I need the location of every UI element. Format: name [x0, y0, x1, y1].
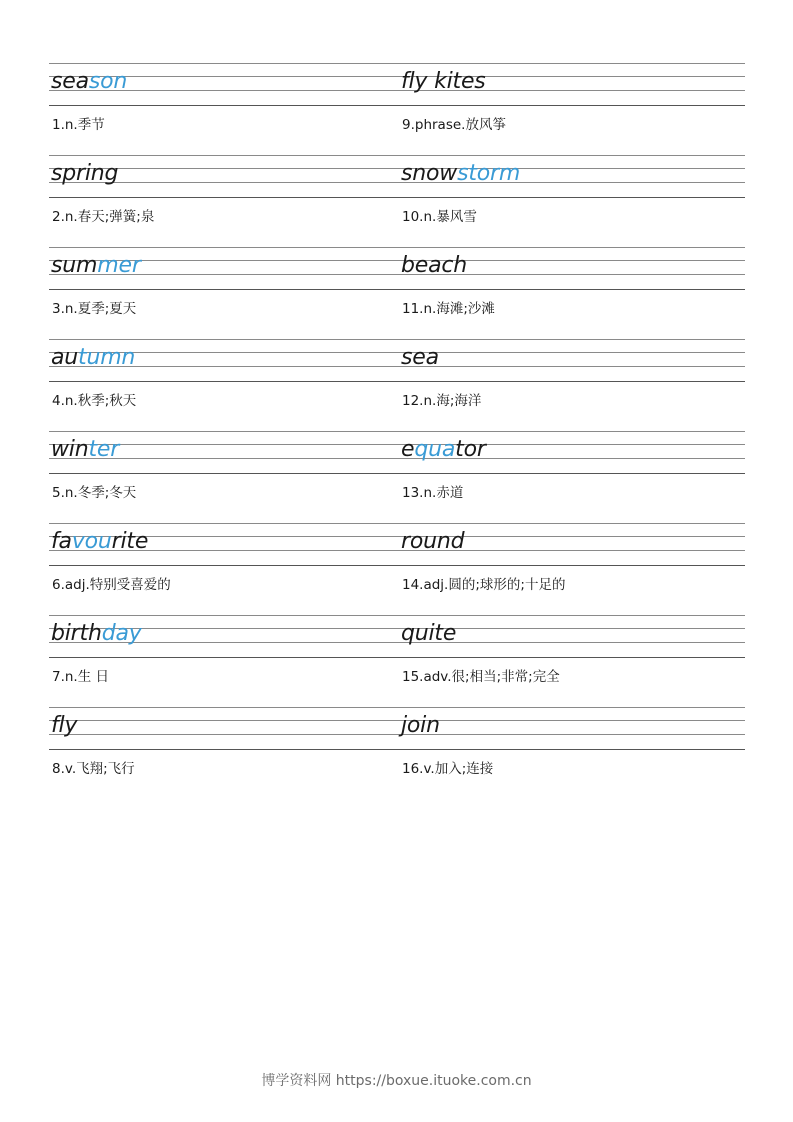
- word-part: e: [401, 437, 415, 462]
- vocab-definition: 7.n.生 日: [52, 669, 110, 685]
- word-part: tor: [455, 437, 486, 462]
- vocab-row: [49, 155, 745, 247]
- word-part: sea: [401, 345, 439, 370]
- vocab-word: [51, 251, 141, 281]
- vocab-word: [51, 527, 148, 557]
- vocab-entry-left: [49, 707, 397, 799]
- vocab-entry-right: [399, 523, 747, 615]
- vocabulary-grid: [49, 63, 745, 799]
- vocab-word: [401, 67, 486, 97]
- vocab-entry-left: [49, 155, 397, 247]
- vocab-entry-left: [49, 63, 397, 155]
- word-part: sum: [51, 253, 98, 278]
- vocab-word: [51, 711, 77, 741]
- vocab-entry-right: [399, 431, 747, 523]
- vocab-entry-right: [399, 615, 747, 707]
- vocab-row: [49, 523, 745, 615]
- highlighted-syllable: storm: [457, 161, 521, 186]
- vocab-row: [49, 339, 745, 431]
- word-part: fly kites: [401, 69, 486, 94]
- vocab-definition: 4.n.秋季;秋天: [52, 393, 137, 409]
- vocab-definition: 11.n.海滩;沙滩: [402, 301, 495, 317]
- vocab-definition: 9.phrase.放风筝: [402, 117, 506, 133]
- vocab-definition: 6.adj.特别受喜爱的: [52, 577, 171, 593]
- highlighted-syllable: qua: [414, 437, 456, 462]
- vocab-entry-right: [399, 155, 747, 247]
- vocab-definition: 1.n.季节: [52, 117, 105, 133]
- highlighted-syllable: mer: [97, 253, 141, 278]
- vocab-row: [49, 63, 745, 155]
- vocab-definition: 14.adj.圆的;球形的;十足的: [402, 577, 566, 593]
- vocab-row: [49, 707, 745, 799]
- vocab-word: [401, 619, 456, 649]
- vocab-definition: 12.n.海;海洋: [402, 393, 482, 409]
- word-part: join: [401, 713, 440, 738]
- vocab-row: [49, 615, 745, 707]
- vocab-entry-left: [49, 247, 397, 339]
- vocab-word: [401, 711, 440, 741]
- vocab-word: [51, 159, 118, 189]
- vocab-definition: 16.v.加入;连接: [402, 761, 494, 777]
- vocab-word: [51, 343, 135, 373]
- vocab-entry-right: [399, 707, 747, 799]
- vocab-definition: 10.n.暴风雪: [402, 209, 477, 225]
- footer-watermark: 博学资料网 https://boxue.ituoke.com.cn: [261, 1073, 532, 1089]
- word-part: beach: [401, 253, 468, 278]
- vocab-definition: 8.v.飞翔;飞行: [52, 761, 135, 777]
- vocab-definition: 3.n.夏季;夏天: [52, 301, 137, 317]
- vocab-word: [401, 527, 464, 557]
- vocab-word: [51, 619, 142, 649]
- vocab-definition: 2.n.春天;弹簧;泉: [52, 209, 155, 225]
- word-part: au: [51, 345, 79, 370]
- vocab-word: [51, 435, 119, 465]
- word-part: birth: [51, 621, 102, 646]
- highlighted-syllable: tumn: [78, 345, 136, 370]
- vocab-entry-left: [49, 339, 397, 431]
- vocab-word: [401, 251, 467, 281]
- highlighted-syllable: ter: [88, 437, 120, 462]
- highlighted-syllable: day: [101, 621, 142, 646]
- vocab-entry-right: [399, 63, 747, 155]
- word-part: win: [51, 437, 89, 462]
- vocab-row: [49, 431, 745, 523]
- word-part: quite: [401, 621, 457, 646]
- vocab-entry-right: [399, 339, 747, 431]
- vocab-row: [49, 247, 745, 339]
- word-part: spring: [51, 161, 119, 186]
- word-part: fly: [51, 713, 78, 738]
- vocab-word: [51, 67, 127, 97]
- vocab-definition: 5.n.冬季;冬天: [52, 485, 137, 501]
- vocab-entry-left: [49, 615, 397, 707]
- vocab-word: [401, 435, 486, 465]
- highlighted-syllable: vou: [71, 529, 112, 554]
- vocab-word: [401, 159, 520, 189]
- word-part: snow: [401, 161, 458, 186]
- highlighted-syllable: son: [88, 69, 128, 94]
- vocab-entry-left: [49, 431, 397, 523]
- word-part: rite: [111, 529, 149, 554]
- vocab-word: [401, 343, 439, 373]
- vocab-definition: 15.adv.很;相当;非常;完全: [402, 669, 560, 685]
- word-part: sea: [51, 69, 89, 94]
- word-part: round: [401, 529, 465, 554]
- word-part: fa: [51, 529, 72, 554]
- vocab-definition: 13.n.赤道: [402, 485, 464, 501]
- vocab-entry-right: [399, 247, 747, 339]
- vocab-entry-left: [49, 523, 397, 615]
